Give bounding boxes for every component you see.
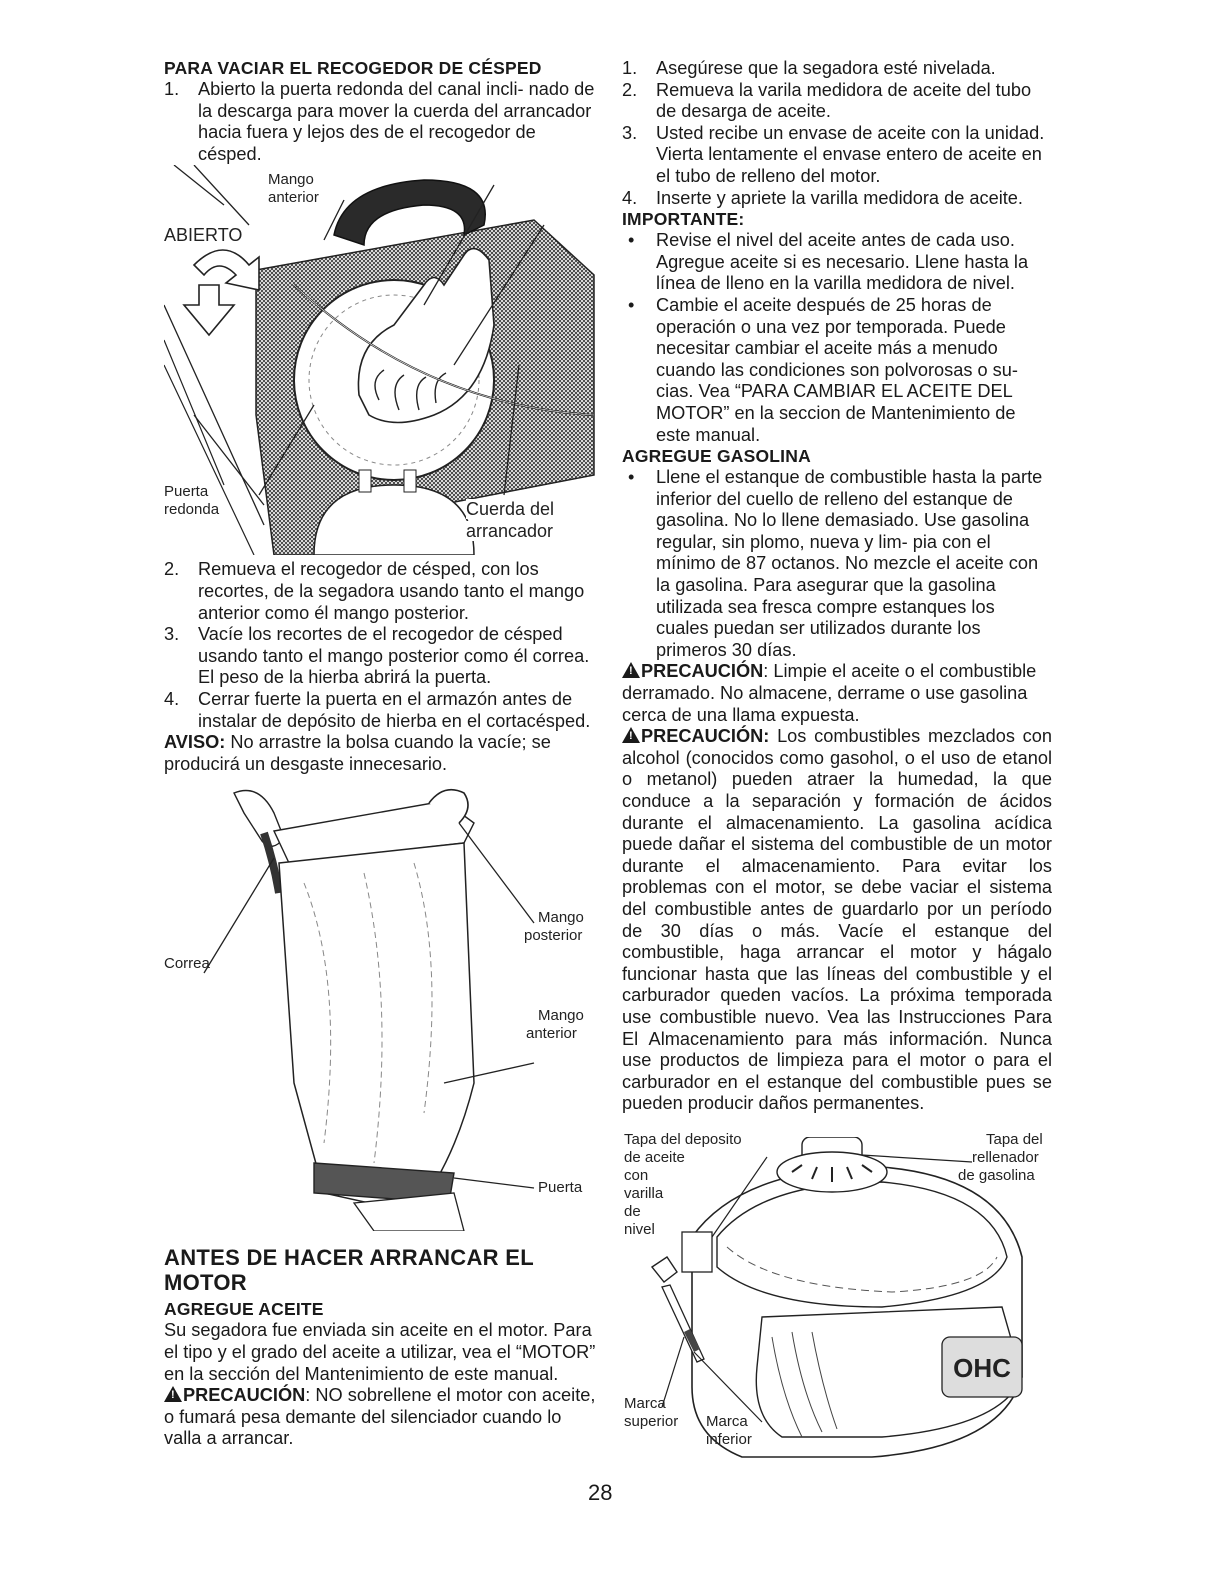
label-tapa-deposito-2: de aceite [624,1148,685,1166]
aviso-label: AVISO: [164,732,226,753]
warning-triangle-icon [622,727,640,743]
step-number: 1. [622,58,638,78]
section-title-vaciar: PARA VACIAR EL RECOGEDOR DE CÉSPED [164,58,542,78]
step-text: Asegúrese que la segadora esté nivelada. [656,58,996,78]
label-tapa-deposito-1: Tapa del deposito [624,1130,742,1148]
label-tapa-deposito-6: nivel [624,1220,655,1238]
aviso-paragraph [164,732,596,775]
step-text: Cerrar fuerte la puerta en el armazón antes de instalar de depósito de hierba en el cortacésped. [198,688,591,731]
label-cuerda-del: Cuerda del [466,499,555,520]
label-marca-inferior-2: inferior [706,1430,752,1448]
precaucion-2 [622,661,1052,726]
oil-step-4 [622,188,1052,210]
empty-bag-illustration [164,783,596,1231]
step-4 [164,689,596,732]
bullet-text: Cambie el aceite después de 25 horas de operación o una vez por temporada. Puede necesitar cambiar el aceite más a menudo cuando las condiciones son polvorosas o su- cias. Vea “PARA CAMBIAR EL ACEITE DEL MOTOR” en la seccion de Mantenimiento de este manual. [656,294,1018,445]
oil-step-3 [622,123,1052,188]
step-number: 2. [164,559,180,580]
label-mango-anterior-1: Mango [538,1007,584,1025]
step-text: Abierto la puerta redonda del canal incli- nado de la descarga para mover la cuerda del arrancador hacia fuera y lejos des de el recogedor de césped. [198,79,595,164]
label-anterior-2: anterior [526,1025,577,1043]
warning-triangle-icon [622,662,640,678]
steps-list-1 [164,79,596,165]
label-marca-superior-2: superior [624,1412,679,1430]
precaucion-2-label: PRECAUCIÓN [641,661,764,682]
precaucion-3-text: Los combustibles mezclados con alcohol (conocidos como gasohol, o el uso de etanol o metanol) pueden atraer la humedad, la que conduce a la separación y formación de ácidos durante el almacenamiento. La gasolina acídica puede dañar el sistema del combustible de un motor durante el almacenamiento. Para evitar los problemas con el motor, se debe vaciar el sistema del combustible antes de guardarlo por un período de 30 días o más. Vacíe el estanque del combustible, haga arrancar el motor y hágalo funcionar hasta que las líneas del combustible y el carburador queden vacíos. La próxima temporada use combustible nuevo. Vea las Instrucciones Para El Almacenamiento para más información. Nunca use productos de limpieza para el motor o para el carburador en el estanque del combustible pues se pueden producir daños permanentes. [622,726,1052,1114]
label-arrancador: arrancador [466,521,554,542]
importante-bullets [622,230,1052,446]
precaucion-3-label: PRECAUCIÓN: [641,726,770,747]
label-tapa-rellenador-3: de gasolina [958,1166,1035,1184]
warning-triangle-icon [164,1386,182,1402]
figure-empty-bag [164,783,596,1231]
step-text: Usted recibe un envase de aceite con la unidad. Vierta lentamente el envase entero de aceite en el tubo de relleno del motor. [656,122,1045,186]
label-marca-inferior-1: Marca [706,1412,748,1430]
section-title-antes-1: ANTES DE HACER ARRANCAR EL [164,1245,534,1271]
step-1 [164,79,596,165]
precaucion-1-text: : NO sobrellene el motor con aceite, o fumará pesa demante del silenciador cuando lo valla a arrancar. [164,1385,596,1449]
label-redonda: redonda [164,501,220,519]
subsection-agregue-aceite: AGREGUE ACEITE [164,1299,324,1320]
label-tapa-rellenador-2: rellenador [972,1148,1039,1166]
figure-engine [622,1130,1052,1467]
step-number: 4. [622,187,638,208]
label-tapa-deposito-5: de [624,1202,641,1220]
step-text: Inserte y apriete la varilla medidora de aceite. [656,187,1023,208]
importante-bullet-2: • Cambie el aceite después de 25 horas de operación o una vez por temporada. Puede necesitar cambiar el aceite más a menudo cuando las condiciones son polvorosas o su- cias. Vea “PARA CAMBIAR EL ACEITE DEL MOTOR” en la seccion de Mantenimiento de este manual. [628,294,1018,445]
oil-step-2 [622,80,1052,123]
step-3 [164,624,596,689]
label-anterior: anterior [268,189,319,207]
precaucion-3 [622,726,1052,1115]
step-2 [164,559,596,624]
precaucion-2-text: : Limpie el aceite o el combustible derramado. No almacene, derrame o use gasolina cerca de una llama expuesta. [622,661,1037,725]
label-puerta-2: Puerta [538,1179,583,1197]
engine-illustration [622,1137,1052,1467]
section-title-antes-2: MOTOR [164,1270,247,1296]
step-text: Remueva el recogedor de césped, con los recortes, de la segadora usando tanto el mango anterior como él mango posterior. [198,559,585,623]
label-tapa-deposito-3: con [624,1166,649,1184]
label-mango: Mango [268,171,314,189]
step-text: Remueva la varila medidora de aceite del tubo de desarga de aceite. [656,79,1032,122]
label-mango-posterior-1: Mango [538,909,584,927]
step-number: 3. [164,624,180,645]
aviso-text: No arrastre la bolsa cuando la vacíe; se producirá un desgaste innecesario. [164,732,551,774]
label-tapa-deposito-4: varilla [624,1184,664,1202]
right-column [622,58,1052,1467]
precaucion-1 [164,1385,596,1450]
oil-step-1 [622,58,1052,80]
page-number: 28 [588,1480,613,1505]
aceite-paragraph: Su segadora fue enviada sin aceite en el motor. Para el tipo y el grado del aceite a utilizar, vea el “MOTOR” en la sección del Mantenimiento de este manual. [164,1320,596,1384]
label-abierto: ABIERTO [164,225,243,246]
step-number: 1. [164,79,180,99]
precaucion-1-label: PRECAUCIÓN [183,1385,306,1406]
label-marca-superior-1: Marca [624,1394,666,1412]
bullet-text: Revise el nivel del aceite antes de cada uso. Agregue aceite si es necesario. Llene hasta la línea de lleno en la varilla medidora de nivel. [656,230,1029,294]
gasolina-bullet: • Llene el estanque de combustible hasta la parte inferior del cuello de relleno del estanque de gasolina. No lo llene demasiado. Use gasolina regular, sin plomo, nueva y lim- pia con el mínimo de 87 octanos. No mezcle el aceite con la gasolina. Para asegurar que la gasolina utilizada sea fresca compre estanques los cuales puedan ser utilizados durante los primeros 30 días. [628,467,1043,660]
subsection-agregue-gasolina: AGREGUE GASOLINA [622,446,811,467]
importante-bullet-1: • Revise el nivel del aceite antes de cada uso. Agregue aceite si es necesario. Llene hasta la línea de lleno en la varilla medidora de nivel. [628,230,1029,294]
label-puerta: Puerta [164,483,209,501]
bag-handle-illustration [164,165,596,555]
engine-badge: OHC [953,1352,1011,1383]
figure-bag-handle [164,165,596,555]
label-tapa-rellenador-1: Tapa del [986,1130,1043,1148]
label-posterior: posterior [524,927,583,945]
subsection-importante: IMPORTANTE: [622,209,745,230]
step-number: 3. [622,122,638,143]
bullet-text: Llene el estanque de combustible hasta la parte inferior del cuello de relleno del estanque de gasolina. No lo llene demasiado. Use gasolina regular, sin plomo, nueva y lim- pia con el mínimo de 87 octanos. No mezcle el aceite con la gasolina. Para asegurar que la gasolina utilizada sea fresca compre estanques los cuales puedan ser utilizados durante los primeros 30 días. [656,467,1043,660]
label-correa: Correa [164,955,210,973]
step-number: 2. [622,79,638,100]
gasolina-bullets [622,467,1052,661]
oil-steps-list [622,58,1052,209]
steps-list-2 [164,559,596,732]
step-text: Vacíe los recortes de el recogedor de césped usando tanto el mango posterior como él correa. El peso de la hierba abrirá la puerta. [198,624,590,688]
step-number: 4. [164,688,180,709]
left-column [164,58,596,1450]
